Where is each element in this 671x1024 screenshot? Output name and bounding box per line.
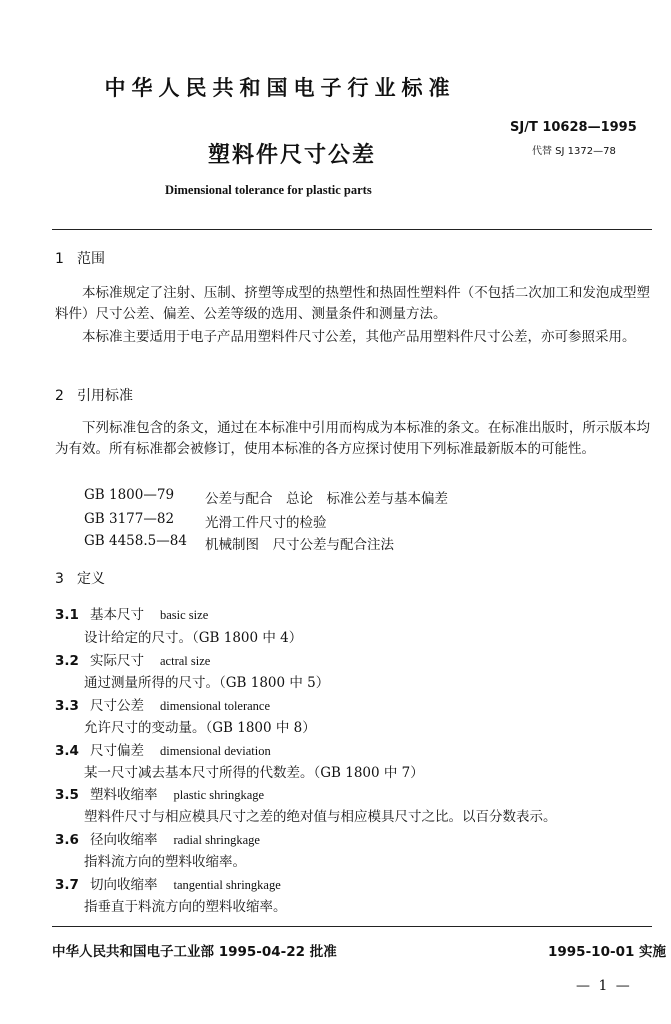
document-subtitle-english: Dimensional tolerance for plastic parts (165, 183, 372, 197)
definition-term-cn: 尺寸偏差 (90, 743, 144, 759)
definition-term-cn: 径向收缩率 (90, 832, 158, 848)
section-number: 1 (55, 251, 64, 267)
definition-text: 设计给定的尺寸。（GB 1800 中 4） (84, 630, 303, 646)
definition-term (55, 783, 264, 803)
definition-term (55, 739, 271, 759)
definition-term-en: tangential shringkage (173, 878, 281, 892)
scope-paragraph-2: 本标准主要适用于电子产品用塑料件尺寸公差，其他产品用塑料件尺寸公差，亦可参照采用。 (82, 329, 636, 345)
section-heading-definitions (55, 568, 105, 588)
standard-code: SJ/T 10628—1995 (510, 120, 637, 135)
section-title: 引用标准 (77, 388, 133, 404)
definition-term-cn: 基本尺寸 (90, 607, 144, 623)
header-divider (52, 229, 652, 230)
definition-number: 3.4 (55, 743, 79, 759)
section-heading-references (55, 385, 133, 405)
implementation-date: 1995-10-01 实施 (548, 944, 667, 960)
reference-title: 公差与配合 总论 标准公差与基本偏差 (205, 491, 448, 507)
definition-term-en: plastic shringkage (173, 788, 265, 802)
definition-text: 塑料件尺寸与相应模具尺寸之差的绝对值与相应模具尺寸之比。以百分数表示。 (84, 809, 557, 825)
definition-term-en: dimensional deviation (160, 744, 271, 758)
definition-number: 3.3 (55, 698, 79, 714)
definition-term-cn: 塑料收缩率 (90, 787, 158, 803)
definition-term (55, 649, 210, 669)
definition-text: 指垂直于料流方向的塑料收缩率。 (84, 899, 287, 915)
definition-text: 某一尺寸减去基本尺寸所得的代数差。（GB 1800 中 7） (84, 765, 424, 781)
section-number: 3 (55, 571, 64, 587)
definition-number: 3.7 (55, 877, 79, 893)
reference-code: GB 1800—79 (84, 487, 175, 503)
footer-divider (52, 926, 652, 927)
definition-term-en: basic size (160, 608, 209, 622)
section-title: 定义 (77, 571, 105, 587)
definition-term-cn: 实际尺寸 (90, 653, 144, 669)
definition-text: 指料流方向的塑料收缩率。 (84, 854, 246, 870)
references-paragraph: 下列标准包含的条文，通过在本标准中引用而构成为本标准的条文。在标准出版时，所示版本均为有效。所有标准都会被修订，使用本标准的各方应探讨使用下列标准最新版本的可能性。 (55, 420, 650, 457)
reference-code: GB 4458.5—84 (84, 533, 187, 549)
definition-term-en: radial shringkage (173, 833, 260, 847)
reference-title: 机械制图 尺寸公差与配合注法 (205, 537, 394, 553)
approval-line: 中华人民共和国电子工业部 1995-04-22 批准 (52, 944, 337, 960)
section-number: 2 (55, 388, 64, 404)
section-heading-scope (55, 248, 105, 268)
definition-term (55, 694, 270, 714)
scope-paragraph-1: 本标准规定了注射、压制、挤塑等成型的热塑性和热固性塑料件（不包括二次加工和发泡成型塑料件）尺寸公差、偏差、公差等级的选用、测量条件和测量方法。 (55, 285, 650, 322)
definition-number: 3.5 (55, 787, 79, 803)
page-number: — 1 — (576, 978, 632, 994)
definition-term (55, 828, 260, 848)
reference-title: 光滑工件尺寸的检验 (205, 515, 327, 531)
definition-term-cn: 切向收缩率 (90, 877, 158, 893)
definition-term (55, 873, 281, 893)
standard-category-title: 中华人民共和国电子行业标准 (104, 76, 456, 100)
reference-code: GB 3177—82 (84, 511, 175, 527)
section-title: 范围 (77, 251, 105, 267)
definition-text: 允许尺寸的变动量。（GB 1800 中 8） (84, 720, 316, 736)
definition-term (55, 603, 208, 623)
definition-number: 3.2 (55, 653, 79, 669)
definition-term-en: actral size (160, 654, 211, 668)
definition-number: 3.6 (55, 832, 79, 848)
definition-number: 3.1 (55, 607, 79, 623)
definition-text: 通过测量所得的尺寸。（GB 1800 中 5） (84, 675, 330, 691)
definition-term-cn: 尺寸公差 (90, 698, 144, 714)
replaces-standard: 代替 SJ 1372—78 (532, 146, 616, 157)
definition-term-en: dimensional tolerance (160, 699, 271, 713)
document-title: 塑料件尺寸公差 (208, 143, 377, 168)
